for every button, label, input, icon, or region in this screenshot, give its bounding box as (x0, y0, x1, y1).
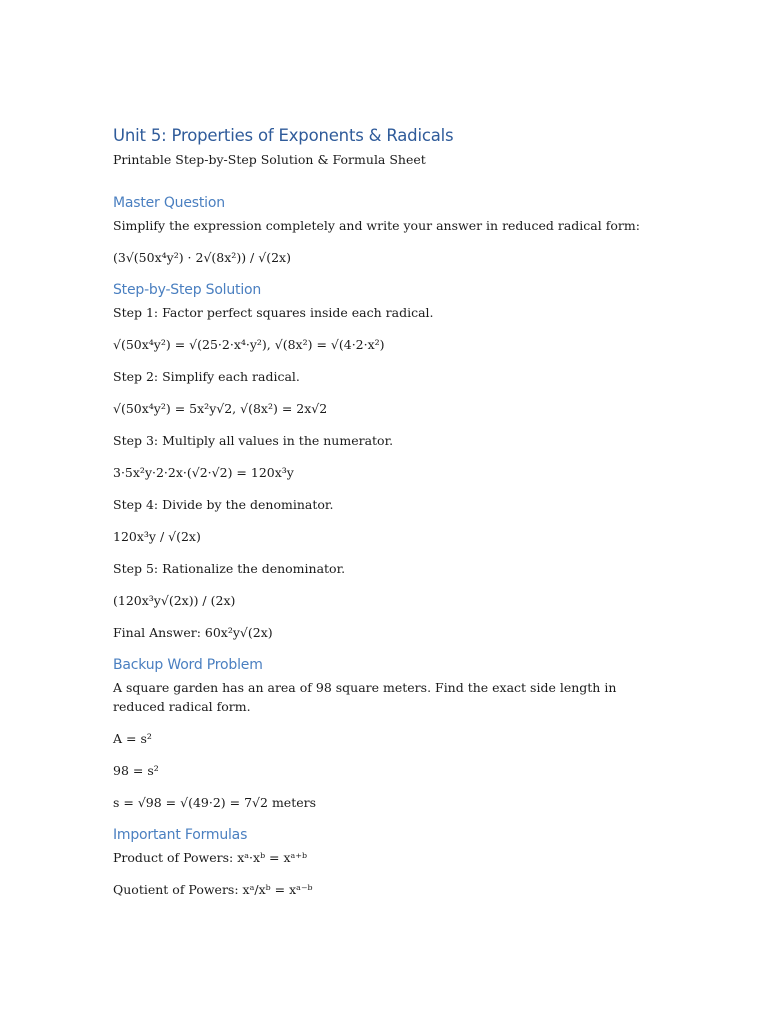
solution-line: Step 2: Simplify each radical. (113, 369, 300, 384)
master-question-prompt: Simplify the expression completely and write your answer in reduced radical form: (113, 218, 640, 233)
word-problem-heading: Backup Word Problem (113, 657, 263, 673)
formulas-heading: Important Formulas (113, 827, 248, 843)
solution-line: Step 4: Divide by the denominator. (113, 497, 334, 512)
solution-line: √(50x⁴y²) = √(25·2·x⁴·y²), √(8x²) = √(4·2·x²) (113, 337, 385, 352)
document-content (113, 125, 653, 899)
formula-line: Product of Powers: xᵃ·xᵇ = xᵃ⁺ᵇ (113, 850, 307, 865)
solution-heading: Step-by-Step Solution (113, 282, 262, 298)
master-question-expression: (3√(50x⁴y²) · 2√(8x²)) / √(2x) (113, 250, 291, 265)
solution-line: √(50x⁴y²) = 5x²y√2, √(8x²) = 2x√2 (113, 401, 328, 416)
formula-line: Quotient of Powers: xᵃ/xᵇ = xᵃ⁻ᵇ (113, 882, 313, 897)
solution-line: 3·5x²y·2·2x·(√2·√2) = 120x³y (113, 465, 294, 480)
solution-line: 120x³y / √(2x) (113, 529, 201, 544)
document-subtitle: Printable Step-by-Step Solution & Formula Sheet (113, 152, 426, 167)
master-question-heading: Master Question (113, 195, 225, 211)
document-title: Unit 5: Properties of Exponents & Radicals (113, 126, 454, 145)
solution-line: Step 5: Rationalize the denominator. (113, 561, 346, 576)
word-problem-prompt: A square garden has an area of 98 square meters. Find the exact side length in reduced radical form. (113, 680, 617, 714)
word-problem-line: A = s² (113, 731, 152, 746)
word-problem-line: s = √98 = √(49·2) = 7√2 meters (113, 795, 317, 810)
solution-line: Step 1: Factor perfect squares inside each radical. (113, 305, 434, 320)
word-problem-line: 98 = s² (113, 763, 159, 778)
solution-line: Step 3: Multiply all values in the numerator. (113, 433, 394, 448)
final-answer: Final Answer: 60x²y√(2x) (113, 625, 273, 640)
solution-line: (120x³y√(2x)) / (2x) (113, 593, 236, 608)
